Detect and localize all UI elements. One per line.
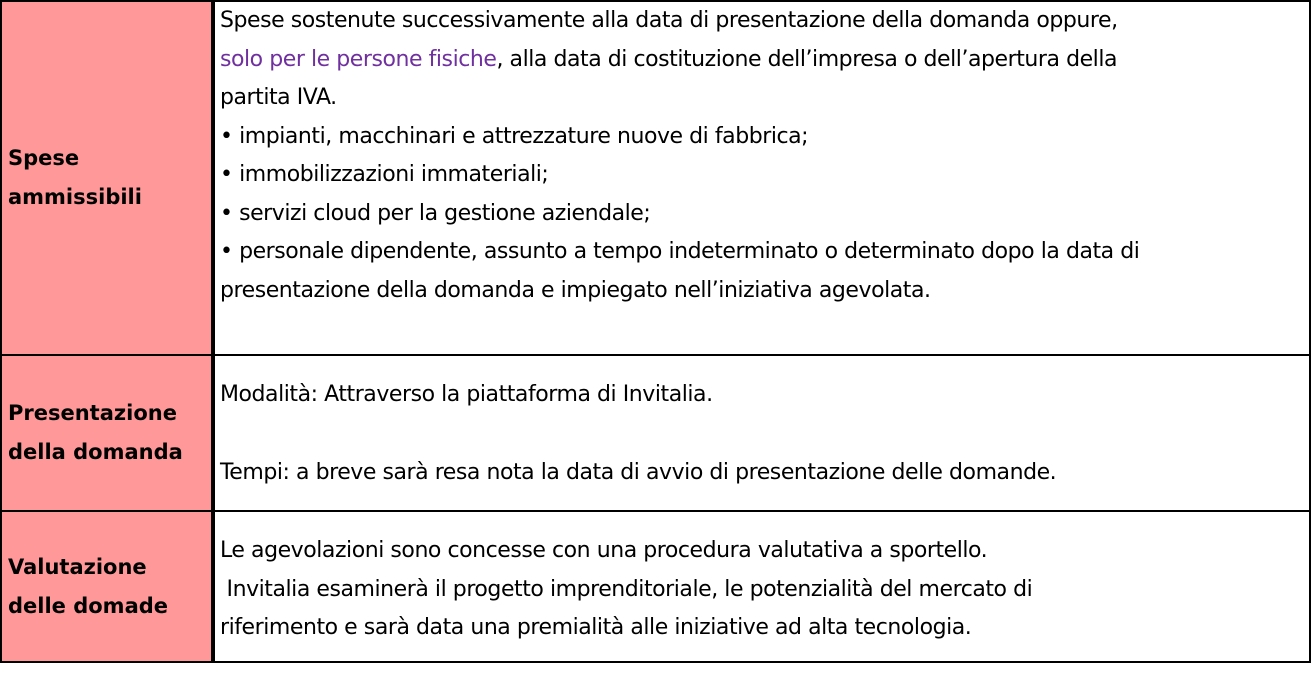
row-heading-valutazione	[1, 511, 213, 662]
intro-line	[220, 2, 1307, 41]
heading-line: Valutazione	[8, 554, 147, 579]
table-row-spese	[1, 1, 1310, 355]
row-content-valutazione	[213, 511, 1310, 662]
intro-text: Spese sostenute successivamente alla data di presentazione della domanda oppure,	[220, 8, 1118, 33]
bullet-item-continuation: presentazione della domanda e impiegato nell’iniziativa agevolata.	[220, 277, 931, 303]
spacer	[220, 415, 1307, 454]
heading-line: ammissibili	[8, 185, 142, 209]
valutazione-line: Le agevolazioni sono concesse con una procedura valutativa a sportello.	[220, 538, 988, 563]
table-row-valutazione	[1, 511, 1310, 662]
bullet-item: • impianti, macchinari e attrezzature nuove di fabbrica;	[220, 123, 809, 149]
bullet-item: • immobilizzazioni immateriali;	[220, 162, 549, 187]
heading-line: delle domade	[8, 593, 169, 618]
bullet-item: • servizi cloud per la gestione aziendale;	[220, 200, 651, 226]
heading-line: Presentazione	[8, 401, 177, 425]
row-heading-presentazione	[1, 355, 213, 511]
heading-line: Spese	[8, 146, 80, 170]
table-row-presentazione	[1, 355, 1310, 511]
heading-line: della domanda	[8, 440, 183, 464]
intro-line: partita IVA.	[220, 85, 337, 110]
intro-text: , alla data di costituzione dell’impresa o dell’apertura della	[496, 46, 1118, 72]
valutazione-line: Invitalia esaminerà il progetto imprenditoriale, le potenzialità del mercato di	[220, 576, 1033, 602]
tempi-text: Tempi: a breve sarà resa nota la data di avvio di presentazione delle domande.	[220, 459, 1057, 485]
row-heading-spese	[1, 1, 213, 355]
modalita-text: Modalità: Attraverso la piattaforma di Invitalia.	[220, 382, 713, 407]
bullet-item: • personale dipendente, assunto a tempo indeterminato o determinato dopo la data di	[220, 239, 1140, 264]
highlight-text: solo per le persone fisiche	[220, 46, 497, 72]
row-content-presentazione	[213, 355, 1310, 511]
valutazione-line: riferimento e sarà data una premialità alle iniziative ad alta tecnologia.	[220, 615, 972, 640]
row-content-spese	[213, 1, 1310, 355]
intro-line	[220, 41, 1307, 80]
